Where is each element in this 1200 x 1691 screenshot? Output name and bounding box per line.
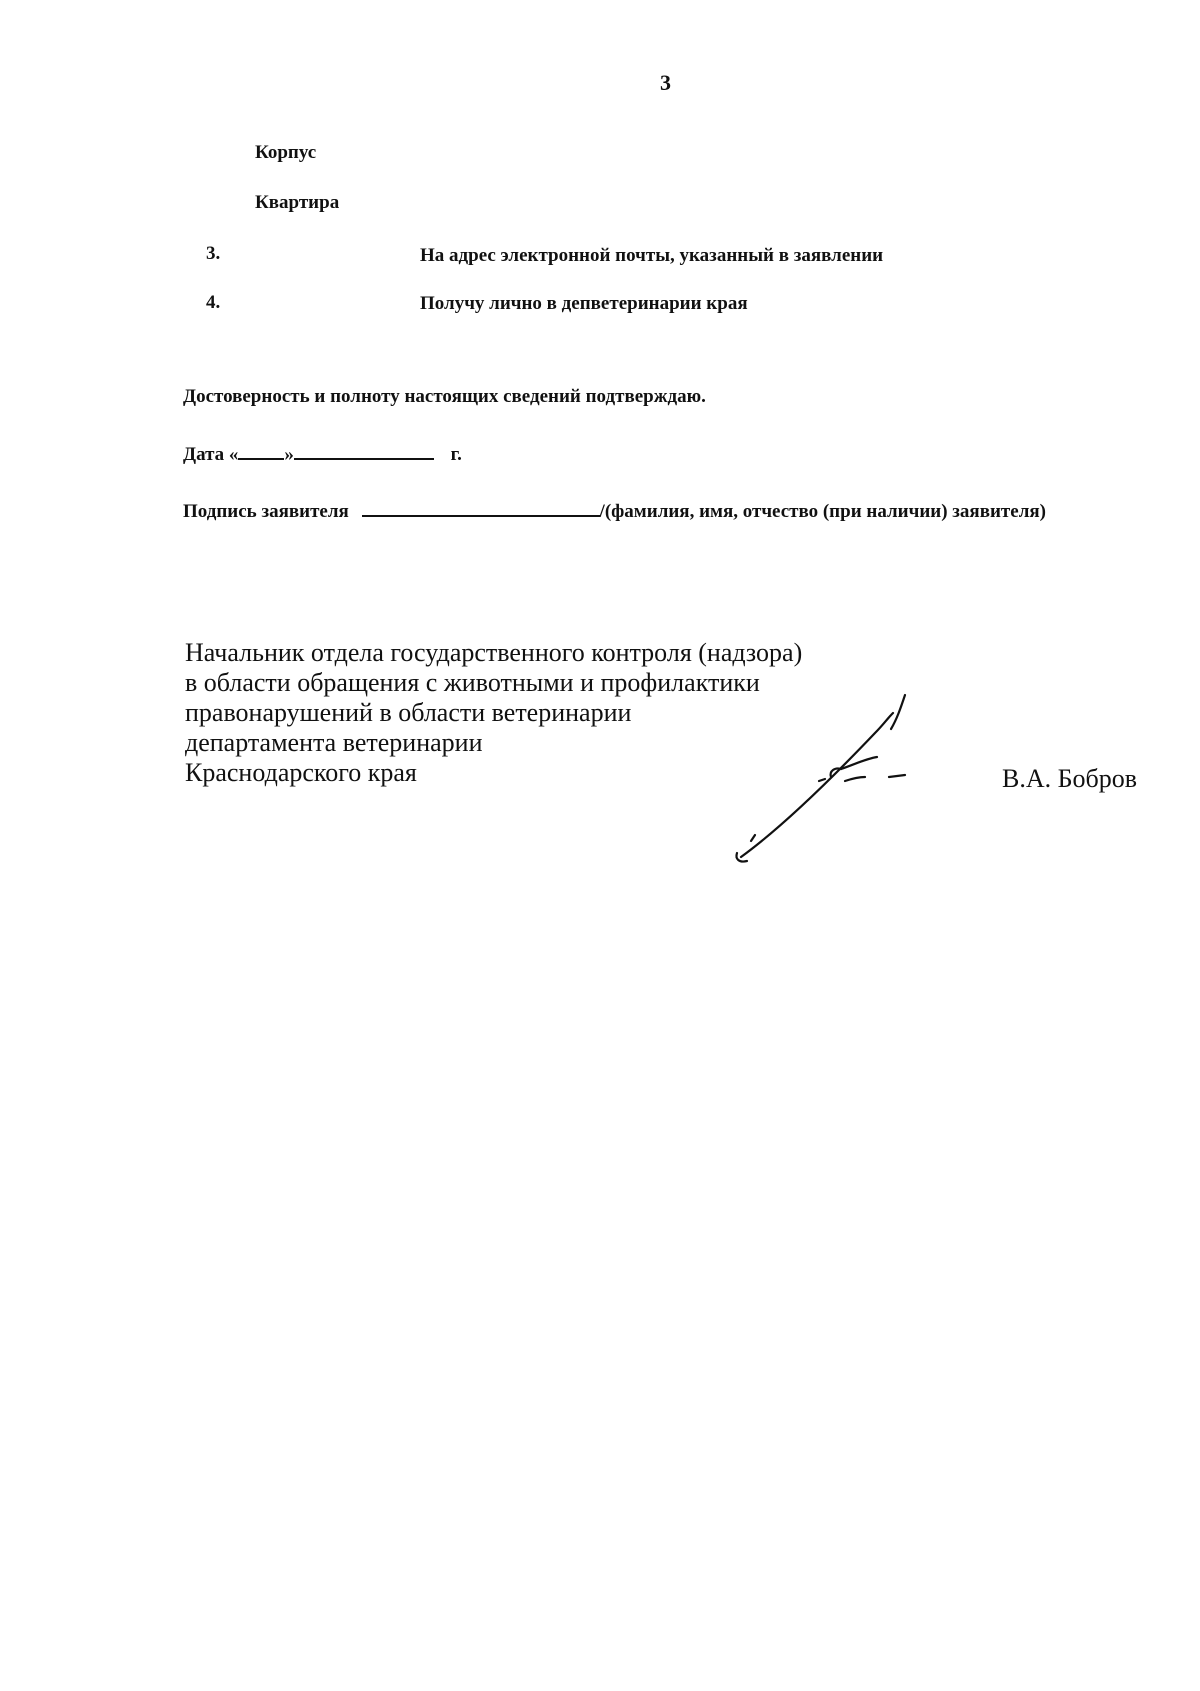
official-title-line: Краснодарского края	[185, 758, 417, 787]
confirmation-statement: Достоверность и полноту настоящих сведений подтверждаю.	[183, 386, 706, 407]
signer-name: В.А. Бобров	[1002, 764, 1138, 793]
page-number: 3	[660, 70, 671, 95]
date-month-blank[interactable]	[294, 440, 434, 460]
kvartira-label: Квартира	[255, 192, 340, 213]
delivery-option-number: 4.	[206, 292, 221, 313]
korpus-label: Корпус	[255, 142, 317, 163]
signature-blank[interactable]	[362, 497, 600, 517]
signature-label: Подпись заявителя	[183, 501, 349, 522]
date-quote-close: »	[284, 444, 294, 465]
official-title-line: департамента ветеринарии	[185, 728, 483, 757]
signature-field	[183, 497, 1046, 523]
signature-hint: /(фамилия, имя, отчество (при наличии) заявителя)	[599, 501, 1046, 522]
official-title-line: в области обращения с животными и профилактики	[185, 668, 760, 697]
handwritten-signature	[725, 685, 945, 875]
delivery-option-number: 3.	[206, 243, 221, 264]
delivery-option-email: На адрес электронной почты, указанный в заявлении	[420, 245, 884, 266]
date-day-blank[interactable]	[238, 440, 284, 460]
official-title-line: правонарушений в области ветеринарии	[185, 698, 632, 727]
official-title-line: Начальник отдела государственного контроля (надзора)	[185, 638, 803, 667]
delivery-option-in-person: Получу лично в депветеринарии края	[420, 293, 748, 314]
date-year-suffix: г.	[450, 444, 462, 465]
date-field	[183, 440, 462, 466]
official-title-block	[185, 638, 802, 788]
date-label: Дата «	[183, 444, 239, 465]
